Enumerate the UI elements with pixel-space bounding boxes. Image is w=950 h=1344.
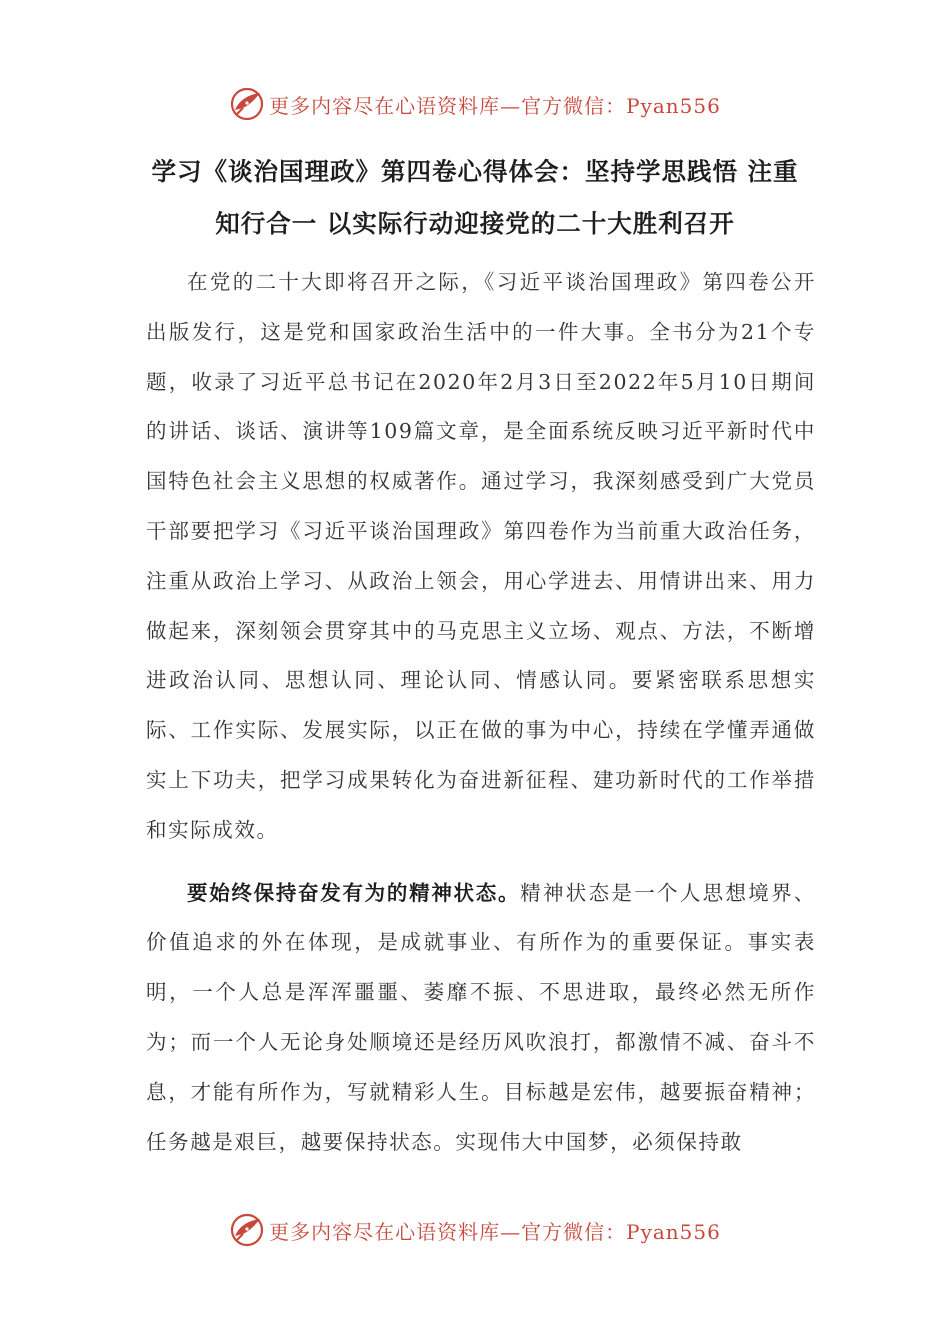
- banner-separator: —: [500, 93, 522, 118]
- banner-contact-label: 官方微信：: [521, 93, 627, 118]
- banner-text: [269, 1216, 721, 1245]
- banner-text: [269, 90, 721, 119]
- footer-watermark-banner: [0, 1208, 950, 1252]
- banner-separator: —: [500, 1219, 522, 1244]
- paragraph-spirit-text: 精神状态是一个人思想境界、价值追求的外在体现，是成就事业、有所作为的重要保证。事实表明，一个人总是浑浑噩噩、萎靡不振、不思进取，最终必然无所作为；而一个人无论身处顺境还是经历风吹浪打，都激情不减、奋斗不息，才能有所作为，写就精彩人生。目标越是宏伟，越要振奋精神；任务越是艰巨，越要保持状态。实现伟大中国梦，必须保持敢: [146, 880, 816, 1154]
- paragraph-spirit: [146, 869, 816, 1168]
- paragraph-spirit-heading: 要始终保持奋发有为的精神状态。: [187, 880, 521, 905]
- banner-site-text: 更多内容尽在心语资料库: [269, 1219, 501, 1244]
- paragraph-intro: 在党的二十大即将召开之际，《习近平谈治国理政》第四卷公开出版发行，这是党和国家政治生活中的一件大事。全书分为21个专题，收录了习近平总书记在2020年2月3日至2022年5月10日期间的讲话、谈话、演讲等109篇文章，是全面系统反映习近平新时代中国特色社会主义思想的权威著作。通过学习，我深刻感受到广大党员干部要把学习《习近平谈治国理政》第四卷作为当前重大政治任务，注重从政治上学习、从政治上领会，用心学进去、用情讲出来、用力做起来，深刻领会贯穿其中的马克思主义立场、观点、方法，不断增进政治认同、思想认同、理论认同、情感认同。要紧密联系思想实际、工作实际、发展实际，以正在做的事为中心，持续在学懂弄通做实上下功夫，把学习成果转化为奋进新征程、建功新时代的工作举措和实际成效。: [146, 270, 816, 842]
- banner-wechat-id: Pyan556: [626, 1219, 721, 1244]
- header-watermark-banner: [0, 82, 950, 126]
- document-body: [146, 258, 816, 1167]
- banner-contact-label: 官方微信：: [521, 1219, 627, 1244]
- pen-nib-logo-icon: [229, 86, 265, 122]
- banner-site-text: 更多内容尽在心语资料库: [269, 93, 501, 118]
- document-title: [120, 146, 830, 250]
- title-line-1: 学习《谈治国理政》第四卷心得体会：坚持学思践悟 注重: [151, 157, 799, 186]
- pen-nib-logo-icon: [229, 1212, 265, 1248]
- banner-wechat-id: Pyan556: [626, 93, 721, 118]
- title-line-2: 知行合一 以实际行动迎接党的二十大胜利召开: [215, 209, 735, 238]
